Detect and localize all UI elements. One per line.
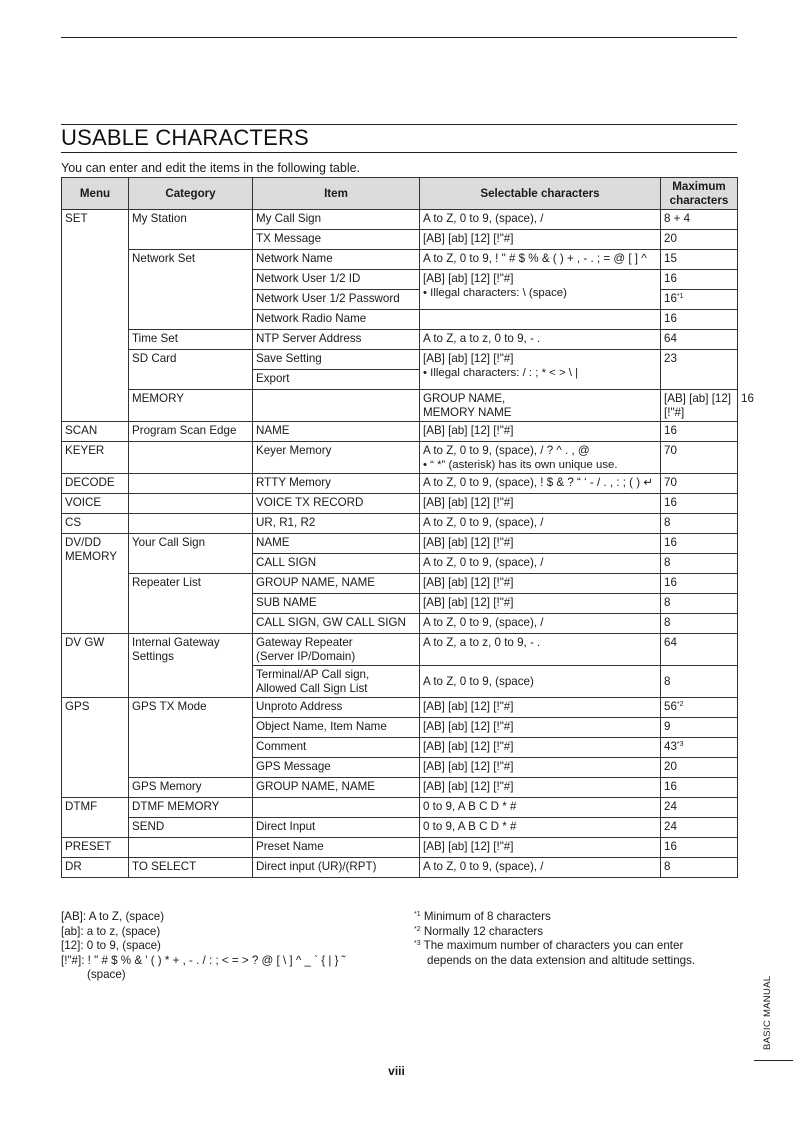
item-cell: Export — [253, 370, 420, 390]
item-cell: CALL SIGN — [253, 554, 420, 574]
selectable-text: [AB] [ab] [12] [!"#] — [423, 272, 514, 285]
menu-cell: VOICE — [62, 494, 129, 514]
category-cell: SD Card — [129, 350, 253, 390]
category-cell — [129, 514, 253, 534]
selectable-note: • Illegal characters: / : ; * < > \ | — [423, 367, 579, 379]
menu-cell: GPS — [62, 698, 129, 798]
selectable-cell: [AB] [ab] [12] [!"#] — [420, 718, 661, 738]
item-cell: Keyer Memory — [253, 442, 420, 474]
footnote-3: $^{*3}$ The maximum number of characters you can enter — [414, 939, 684, 953]
max-cell: 70 — [661, 442, 738, 474]
menu-cell: SET — [62, 210, 129, 422]
item-cell: My Call Sign — [253, 210, 420, 230]
category-cell: Internal Gateway Settings — [129, 634, 253, 698]
max-cell: 24 — [661, 798, 738, 818]
item-cell: NAME — [253, 422, 420, 442]
item-cell: GROUP NAME, NAME — [253, 574, 420, 594]
selectable-cell: [AB] [ab] [12] [!"#] — [661, 390, 738, 422]
menu-cell: DECODE — [62, 474, 129, 494]
side-section-label: BASIC MANUAL — [762, 975, 773, 1050]
max-cell: 20 — [661, 758, 738, 778]
usable-characters-table — [61, 177, 754, 878]
selectable-cell — [420, 270, 661, 310]
max-cell: 8 — [661, 514, 738, 534]
category-cell: Repeater List — [129, 574, 253, 634]
footnote-1: $^{*1}$ Minimum of 8 characters — [414, 910, 551, 923]
table-row — [62, 778, 738, 798]
table-row — [62, 442, 738, 474]
category-cell: GPS Memory — [129, 778, 253, 798]
table-row: MEMORY GROUP NAME, MEMORY NAME [AB] [ab] [12] [!"#] 16 — [62, 390, 738, 422]
selectable-cell — [420, 350, 661, 390]
category-cell — [129, 474, 253, 494]
table-row — [62, 698, 738, 718]
page-number: viii — [388, 1064, 405, 1078]
selectable-cell: [AB] [ab] [12] [!"#] — [420, 838, 661, 858]
footnote-2: $^{*2}$ Normally 12 characters — [414, 924, 544, 938]
item-cell: GROUP NAME, MEMORY NAME — [420, 390, 661, 422]
selectable-cell: A to Z, 0 to 9, (space), / — [420, 554, 661, 574]
item-cell: RTTY Memory — [253, 474, 420, 494]
table-row — [62, 514, 738, 534]
table-row — [62, 798, 738, 818]
max-cell: 8 + 4 — [661, 210, 738, 230]
menu-cell: DR — [62, 858, 129, 878]
legend-line: [AB]: A to Z, (space) — [61, 910, 165, 923]
category-cell — [129, 442, 253, 474]
item-cell: Network Name — [253, 250, 420, 270]
selectable-cell: 0 to 9, A B C D * # — [420, 798, 661, 818]
max-cell: 24 — [661, 818, 738, 838]
table-row — [62, 494, 738, 514]
table-row — [62, 634, 738, 666]
item-cell: Network User 1/2 ID — [253, 270, 420, 290]
footnote-3-continued: depends on the data extension and altitude settings. — [427, 953, 696, 967]
selectable-cell: A to Z, 0 to 9, (space), / — [420, 858, 661, 878]
menu-cell: CS — [62, 514, 129, 534]
table-header-row — [62, 178, 738, 210]
max-cell: 16 — [661, 310, 738, 330]
selectable-cell: [AB] [ab] [12] [!"#] — [420, 230, 661, 250]
table-row — [62, 422, 738, 442]
selectable-cell: [AB] [ab] [12] [!"#] — [420, 494, 661, 514]
item-cell: VOICE TX RECORD — [253, 494, 420, 514]
menu-cell: SCAN — [62, 422, 129, 442]
table-row — [62, 250, 738, 270]
selectable-cell — [420, 666, 661, 698]
max-cell: 43$^{*3}$ — [661, 738, 738, 758]
item-cell: Terminal/AP Call sign, Allowed Call Sign List — [253, 666, 420, 698]
selectable-text: A to Z, 0 to 9, (space) — [423, 675, 534, 688]
max-cell: 16 — [661, 270, 738, 290]
header-maximum: Maximum characters — [661, 178, 738, 210]
item-cell: NAME — [253, 534, 420, 554]
legend-footnotes — [414, 910, 695, 968]
max-cell: 8 — [661, 858, 738, 878]
selectable-text: A to Z, 0 to 9, (space), / ? ^ . , @ — [423, 444, 590, 457]
category-cell: GPS TX Mode — [129, 698, 253, 778]
category-cell: Your Call Sign — [129, 534, 253, 574]
category-cell — [253, 390, 420, 422]
header-item: Item — [253, 178, 420, 210]
max-cell: 8 — [661, 594, 738, 614]
item-cell: Network User 1/2 Password — [253, 290, 420, 310]
selectable-cell: A to Z, 0 to 9, ! " # $ % & ( ) + , - . ; = @ [ ] ^ — [420, 250, 661, 270]
selectable-text: [AB] [ab] [12] [!"#] — [423, 352, 514, 365]
item-cell: Preset Name — [253, 838, 420, 858]
table-row — [62, 574, 738, 594]
menu-cell: DV/DD MEMORY — [62, 534, 129, 634]
item-cell: NTP Server Address — [253, 330, 420, 350]
legend-line: [12]: 0 to 9, (space) — [61, 939, 161, 953]
header-selectable: Selectable characters — [420, 178, 661, 210]
category-cell: Network Set — [129, 250, 253, 330]
side-tab-rule — [754, 1060, 793, 1061]
legend-character-sets — [61, 910, 346, 983]
category-cell: Program Scan Edge — [129, 422, 253, 442]
intro-text: You can enter and edit the items in the following table. — [61, 161, 361, 175]
item-cell: Comment — [253, 738, 420, 758]
legend-line: (space) — [87, 968, 126, 982]
menu-cell: DV GW — [62, 634, 129, 698]
legend-line: [ab]: a to z, (space) — [61, 924, 161, 938]
max-cell: 23 — [661, 350, 738, 390]
selectable-cell: A to Z, 0 to 9, (space), / — [420, 614, 661, 634]
max-cell: 16 — [661, 574, 738, 594]
item-cell: Object Name, Item Name — [253, 718, 420, 738]
selectable-cell: [AB] [ab] [12] [!"#] — [420, 574, 661, 594]
max-cell: 8 — [661, 666, 738, 698]
max-cell: 16$^{*1}$ — [661, 290, 738, 310]
item-cell: Unproto Address — [253, 698, 420, 718]
selectable-cell: A to Z, a to z, 0 to 9, - . — [420, 634, 661, 666]
table-row — [62, 210, 738, 230]
table-row — [62, 330, 738, 350]
table-row — [62, 474, 738, 494]
category-cell: SEND — [129, 818, 253, 838]
max-cell: 20 — [661, 230, 738, 250]
table-row — [62, 350, 738, 370]
header-category: Category — [129, 178, 253, 210]
max-cell: 8 — [661, 614, 738, 634]
menu-cell: DTMF — [62, 798, 129, 838]
max-cell: 16 — [661, 838, 738, 858]
selectable-cell — [420, 442, 661, 474]
item-cell: GROUP NAME, NAME — [253, 778, 420, 798]
selectable-cell: 0 to 9, A B C D * # — [420, 818, 661, 838]
selectable-cell: [AB] [ab] [12] [!"#] — [420, 534, 661, 554]
table-row — [62, 858, 738, 878]
selectable-cell — [420, 310, 661, 330]
selectable-cell: A to Z, 0 to 9, (space), ! $ & ? “ ‘ - / . , : ; ( ) ↵ — [420, 474, 661, 494]
section-title: USABLE CHARACTERS — [61, 125, 309, 150]
selectable-cell: [AB] [ab] [12] [!"#] — [420, 738, 661, 758]
selectable-note: • Illegal characters: \ (space) — [423, 287, 567, 299]
max-cell: 70 — [661, 474, 738, 494]
selectable-cell: [AB] [ab] [12] [!"#] — [420, 698, 661, 718]
max-cell: 16 — [661, 534, 738, 554]
menu-cell: KEYER — [62, 442, 129, 474]
header-menu: Menu — [62, 178, 129, 210]
max-cell: 16 — [661, 494, 738, 514]
menu-cell: PRESET — [62, 838, 129, 858]
max-cell: 15 — [661, 250, 738, 270]
table-row — [62, 818, 738, 838]
max-cell: 16 — [661, 778, 738, 798]
category-cell: DTMF MEMORY — [129, 798, 253, 818]
item-cell — [253, 798, 420, 818]
menu-cell: MEMORY — [129, 390, 253, 422]
item-cell: GPS Message — [253, 758, 420, 778]
category-cell: TO SELECT — [129, 858, 253, 878]
category-cell: My Station — [129, 210, 253, 250]
max-cell: 8 — [661, 554, 738, 574]
selectable-cell: A to Z, a to z, 0 to 9, - . — [420, 330, 661, 350]
selectable-cell: [AB] [ab] [12] [!"#] — [420, 758, 661, 778]
category-cell: Time Set — [129, 330, 253, 350]
item-cell: UR, R1, R2 — [253, 514, 420, 534]
max-cell: 9 — [661, 718, 738, 738]
max-cell: 64 — [661, 330, 738, 350]
item-cell: CALL SIGN, GW CALL SIGN — [253, 614, 420, 634]
category-cell — [129, 838, 253, 858]
max-cell: 56$^{*2}$ — [661, 698, 738, 718]
max-cell: 16 — [661, 422, 738, 442]
title-rule-bottom — [61, 152, 737, 153]
selectable-note: • “ *” (asterisk) has its own unique use. — [423, 459, 618, 471]
item-cell: Save Setting — [253, 350, 420, 370]
selectable-cell: A to Z, 0 to 9, (space), / — [420, 210, 661, 230]
item-cell: Direct Input — [253, 818, 420, 838]
item-cell: SUB NAME — [253, 594, 420, 614]
table-row — [62, 838, 738, 858]
selectable-cell: [AB] [ab] [12] [!"#] — [420, 778, 661, 798]
item-cell: Direct input (UR)/(RPT) — [253, 858, 420, 878]
item-cell: Gateway Repeater (Server IP/Domain) — [253, 634, 420, 666]
selectable-cell: [AB] [ab] [12] [!"#] — [420, 594, 661, 614]
max-cell: 64 — [661, 634, 738, 666]
category-cell — [129, 494, 253, 514]
legend-line: [!"#]: ! " # $ % & ' ( ) * + , - . / : ; < = > ? @ [ \ ] ^ _ ` { | } ˜ — [61, 953, 346, 967]
item-cell: TX Message — [253, 230, 420, 250]
table-row — [62, 534, 738, 554]
item-cell: Network Radio Name — [253, 310, 420, 330]
header-rule — [61, 37, 737, 38]
selectable-cell: A to Z, 0 to 9, (space), / — [420, 514, 661, 534]
selectable-cell: [AB] [ab] [12] [!"#] — [420, 422, 661, 442]
